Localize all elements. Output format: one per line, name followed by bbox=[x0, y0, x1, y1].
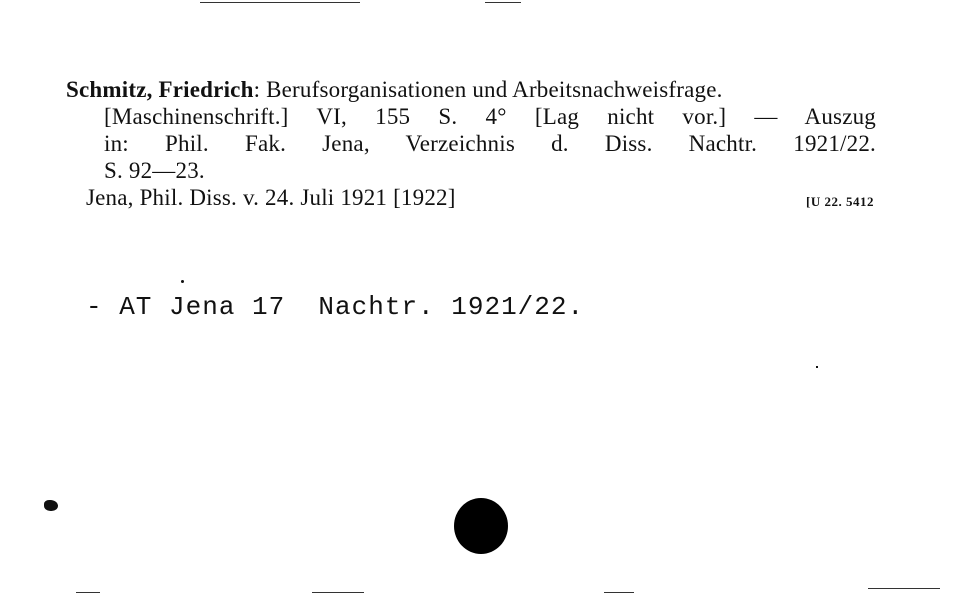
bottom-edge-mark bbox=[604, 592, 634, 593]
bibliographic-entry bbox=[66, 76, 876, 211]
ink-speck bbox=[816, 366, 818, 368]
bottom-edge-mark bbox=[868, 588, 940, 589]
entry-line-5: Jena, Phil. Diss. v. 24. Juli 1921 [1922] bbox=[86, 185, 456, 210]
bottom-edge-mark bbox=[312, 592, 364, 593]
entry-line-2: [Maschinenschrift.] VI, 155 S. 4° [Lag nicht vor.] — Auszug bbox=[104, 104, 876, 129]
typed-note: - AT Jena 17 Nachtr. 1921/22. bbox=[86, 292, 585, 322]
top-edge-mark bbox=[200, 2, 360, 3]
ink-blot bbox=[44, 500, 58, 511]
entry-heading-line bbox=[66, 76, 876, 103]
bottom-edge-mark bbox=[76, 592, 100, 593]
entry-line-3: in: Phil. Fak. Jena, Verzeichnis d. Diss. Nachtr. 1921/22. bbox=[104, 131, 876, 156]
entry-line-4: S. 92—23. bbox=[104, 158, 205, 183]
ink-speck bbox=[181, 280, 184, 283]
shelfmark: [U 22. 5412 bbox=[806, 194, 874, 209]
entry-title: : Berufsorganisationen und Arbeitsnachweisfrage. bbox=[253, 77, 723, 102]
punch-hole bbox=[454, 498, 508, 554]
top-edge-mark bbox=[485, 2, 521, 3]
author-name: Schmitz, Friedrich bbox=[66, 77, 254, 102]
